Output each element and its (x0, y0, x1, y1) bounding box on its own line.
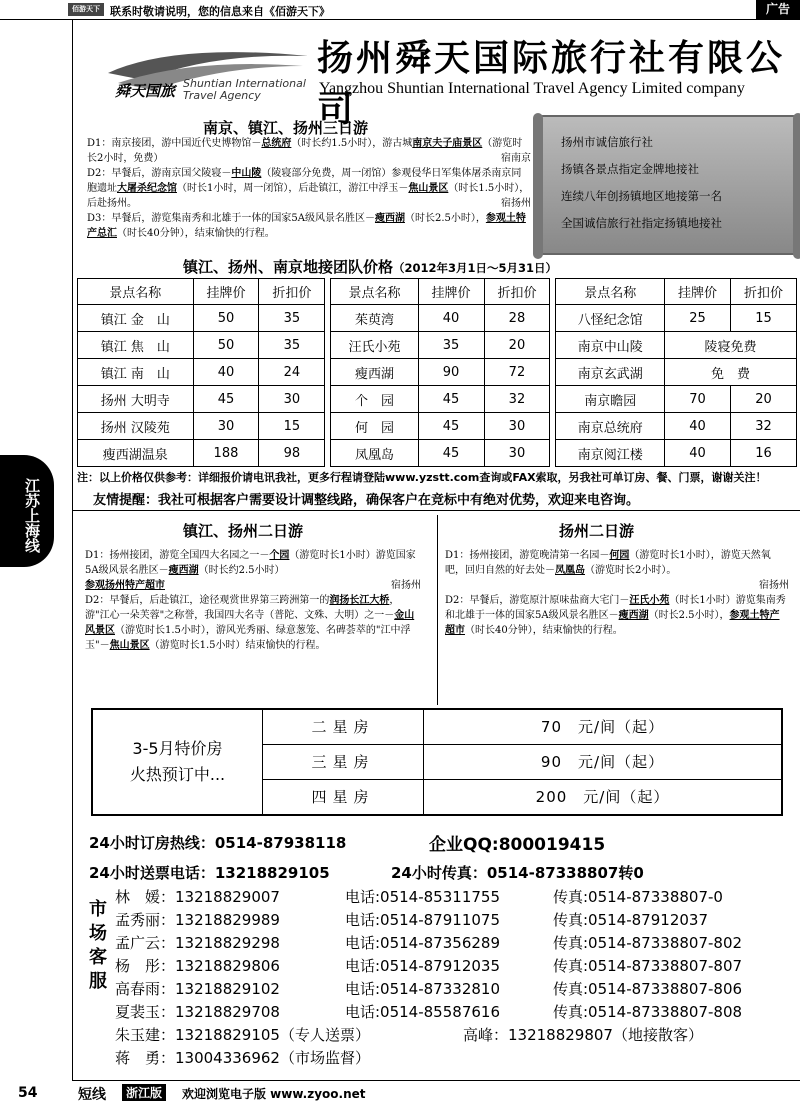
booking-hotline: 24小时订房热线：0514-87938118 (89, 834, 347, 852)
credential-item: 全国诚信旅行社指定扬镇地接社 (561, 216, 722, 230)
table-cell: 25 (665, 305, 731, 332)
staff-row (115, 1024, 795, 1046)
table-cell: 35 (259, 332, 325, 359)
price-header-row (78, 279, 797, 305)
staff-tel: 电话:0514-87332810 (345, 980, 500, 998)
table-cell: 188 (193, 440, 259, 467)
price-row (78, 332, 797, 359)
price-note: 注：以上价格仅供参考：详细报价请电讯我社，更多行程请登陆www.yzstt.com查询或FAX索取，另我社可单订房、餐、门票，谢谢关注！ (77, 471, 767, 484)
credential-item: 连续八年创扬镇地区地接第一名 (561, 189, 722, 203)
tour2b-title: 扬州二日游 (559, 522, 635, 540)
table-cell: 30 (193, 413, 259, 440)
table-cell: 32 (484, 386, 550, 413)
publication-logo: 佰游天下 (68, 3, 104, 16)
brand-en: Shuntian International Travel Agency (183, 77, 306, 102)
table-cell: 70 (665, 386, 731, 413)
hotel-row: 四星房 200 元/间（起） (263, 780, 781, 815)
table-cell: 45 (418, 440, 484, 467)
table-cell: 镇江 金 山 (78, 305, 194, 332)
table-cell: 90 (418, 359, 484, 386)
staff-mobile: 高春雨：13218829102 (115, 980, 280, 998)
table-cell: 汪氏小苑 (331, 332, 418, 359)
price-row (78, 413, 797, 440)
notice-text: 联系时敬请说明，您的信息来自《佰游天下》 (110, 5, 330, 18)
divider (73, 510, 800, 511)
hotel-promo: 3-5月特价房 火热预订中... (93, 710, 263, 814)
ad-label: 广告 (756, 0, 800, 19)
table-cell: 个 园 (331, 386, 418, 413)
table-cell: 45 (418, 413, 484, 440)
column-header: 挂牌价 (665, 279, 731, 305)
column-header: 景点名称 (331, 279, 418, 305)
ticket-hotline: 24小时送票电话：13218829105 (89, 864, 330, 882)
table-cell: 98 (259, 440, 325, 467)
price-table (77, 278, 797, 467)
region-tab: 江苏上海线 (0, 455, 54, 567)
price-row (78, 386, 797, 413)
staff-row (115, 909, 795, 931)
tour2a-title: 镇江、扬州二日游 (183, 522, 304, 540)
table-cell: 扬州 大明寺 (78, 386, 194, 413)
staff-mobile: 孟广云：13218829298 (115, 934, 280, 952)
staff-mobile: 蒋 勇：13004336962（市场监督） (115, 1049, 370, 1067)
column-header: 折扣价 (731, 279, 797, 305)
staff-mobile: 朱玉建：13218829105（专人送票） (115, 1026, 370, 1044)
price-row (78, 440, 797, 467)
table-cell: 35 (259, 305, 325, 332)
company-name-en: Yangzhou Shuntian International Travel Agency Limited company (319, 80, 745, 97)
table-cell: 南京阅江楼 (556, 440, 665, 467)
table-cell: 茱萸湾 (331, 305, 418, 332)
tour3-title: 南京、镇江、扬州三日游 (203, 119, 369, 137)
staff-tel: 电话:0514-87911075 (345, 911, 500, 929)
fax-hotline: 24小时传真：0514-87338807转0 (391, 864, 644, 882)
table-cell: 南京中山陵 (556, 332, 665, 359)
staff-tel: 电话:0514-87912035 (345, 957, 500, 975)
table-cell: 72 (484, 359, 550, 386)
staff-fax: 传真:0514-87338807-807 (553, 957, 743, 975)
hotel-offer-box (91, 708, 783, 816)
table-cell: 20 (484, 332, 550, 359)
staff-mobile: 林 媛：13218829007 (115, 888, 280, 906)
table-cell: 24 (259, 359, 325, 386)
table-cell: 32 (731, 413, 797, 440)
table-cell: 南京总统府 (556, 413, 665, 440)
credential-item: 扬州市诚信旅行社 (561, 135, 653, 149)
staff-tel: 电话:0514-85587616 (345, 1003, 500, 1021)
table-cell: 陵寝免费 (665, 332, 797, 359)
table-cell: 扬州 汉陵苑 (78, 413, 194, 440)
table-cell: 40 (665, 413, 731, 440)
tour3-itinerary: D1：南京接团，游中国近代史博物馆－总统府（时长约1.5小时），游古城南京夫子庙景区（游览时长2小时，免费） 宿南京 D2：早餐后，游南京国父陵寝－中山陵（陵寝部分免费，周一闭馆）参观侵华日军集体屠杀南京同胞遗址大屠杀纪念馆（时长1小时，周一闭馆），后赴镇江，游江中浮玉－焦山景区（时长1.5小时），后赴扬州。 宿扬州 D3：早餐后，游览集南秀和北雄于一体的国家5A级风景名胜区－瘦西湖（时长2.5小时），参观土特产总汇（时长40分钟），结束愉快的行程。 (87, 138, 531, 239)
table-cell: 20 (731, 386, 797, 413)
staff-row (115, 955, 795, 977)
table-cell: 何 园 (331, 413, 418, 440)
staff-row (115, 886, 795, 908)
staff-fax: 传真:0514-87338807-806 (553, 980, 743, 998)
table-cell: 15 (731, 305, 797, 332)
footer (18, 1080, 800, 1103)
table-cell: 免 费 (665, 359, 797, 386)
staff-mobile: 孟秀丽：13218829989 (115, 911, 280, 929)
table-cell: 镇江 南 山 (78, 359, 194, 386)
price-row (78, 305, 797, 332)
company-name-cn: 扬州舜天国际旅行社有限公司 (317, 37, 786, 130)
table-cell: 南京玄武湖 (556, 359, 665, 386)
table-cell: 30 (259, 386, 325, 413)
top-bar (0, 0, 800, 20)
table-cell: 八怪纪念馆 (556, 305, 665, 332)
credentials-scroll (537, 115, 799, 255)
staff-tel: 电话:0514-87356289 (345, 934, 500, 952)
column-header: 挂牌价 (193, 279, 259, 305)
staff-row (115, 1047, 795, 1069)
hotel-row: 二星房 70 元/间（起） (263, 710, 781, 745)
service-label: 市场客服 (89, 899, 107, 992)
table-cell: 凤凰岛 (331, 440, 418, 467)
table-cell: 30 (484, 413, 550, 440)
table-cell: 45 (418, 386, 484, 413)
staff-fax: 传真:0514-87338807-0 (553, 888, 723, 906)
brand-cn: 舜天国旅 (115, 82, 176, 100)
table-cell: 南京瞻园 (556, 386, 665, 413)
table-cell: 15 (259, 413, 325, 440)
table-cell: 50 (193, 332, 259, 359)
credential-item: 扬镇各景点指定金牌地接社 (561, 162, 699, 176)
page-number: 54 (18, 1085, 38, 1101)
company-qq: 企业QQ:800019415 (429, 835, 606, 855)
footer-text: 欢迎浏览电子版 www.zyoo.net (182, 1087, 366, 1101)
staff-tel: 高峰：13218829807（地接散客） (463, 1026, 703, 1044)
table-cell: 40 (193, 359, 259, 386)
footer-line: 短线 (78, 1087, 106, 1103)
column-divider (437, 515, 438, 705)
tour2a-itinerary: D1：扬州接团，游览全国四大名园之一－个园（游览时长1小时）游览国家5A级风景名胜区－瘦西湖（时长约2.5小时） 参观扬州特产超市 宿扬州 D2：早餐后，后赴镇江，途径观赏世界第三跨洲第一的润扬长江大桥，游"江心一朵芙蓉"之称誉，我国四大名寺（普陀、文殊、大明）之一－金山风景区（游览时长1.5小时），游风光秀丽、绿意葱笼、名碑荟萃的"江中浮玉"－焦山景区（游览时长1.5小时）结束愉快的行程。 (85, 550, 421, 651)
price-row (78, 359, 797, 386)
column-header: 折扣价 (484, 279, 550, 305)
table-cell: 50 (193, 305, 259, 332)
column-header: 折扣价 (259, 279, 325, 305)
table-cell: 35 (418, 332, 484, 359)
staff-row (115, 932, 795, 954)
staff-mobile: 杨 彤：13218829806 (115, 957, 280, 975)
column-header: 景点名称 (556, 279, 665, 305)
table-cell: 瘦西湖 (331, 359, 418, 386)
staff-row (115, 1001, 795, 1023)
friendly-tip: 友情提醒：我社可根据客户需要设计调整线路，确保客户在竞标中有绝对优势，欢迎来电咨询。 (93, 493, 640, 508)
staff-fax: 传真:0514-87338807-802 (553, 934, 743, 952)
table-cell: 28 (484, 305, 550, 332)
table-cell: 30 (484, 440, 550, 467)
table-cell: 45 (193, 386, 259, 413)
column-header: 景点名称 (78, 279, 194, 305)
staff-fax: 传真:0514-87338807-808 (553, 1003, 743, 1021)
table-cell: 16 (731, 440, 797, 467)
table-cell: 40 (418, 305, 484, 332)
staff-fax: 传真:0514-87912037 (553, 911, 708, 929)
price-title: 镇江、扬州、南京地接团队价格（2012年3月1日～5月31日） (183, 258, 558, 276)
hotel-row: 三星房 90 元/间（起） (263, 745, 781, 780)
table-cell: 瘦西湖温泉 (78, 440, 194, 467)
table-cell: 40 (665, 440, 731, 467)
staff-row (115, 978, 795, 1000)
staff-tel: 电话:0514-85311755 (345, 888, 500, 906)
advert-page (72, 20, 800, 1080)
table-cell: 镇江 焦 山 (78, 332, 194, 359)
column-header: 挂牌价 (418, 279, 484, 305)
footer-edition: 浙江版 (122, 1084, 166, 1101)
tour2b-itinerary: D1：扬州接团，游览晚清第一名园－何园（游览时长1小时），游览天然氧吧，回归自然的好去处－凤凰岛（游览时长2小时）。 宿扬州 D2：早餐后，游览原汁原味盐商大宅门－汪氏小苑（时长1小时）游览集南秀和北雄于一体的国家5A级风景名胜区－瘦西湖（时长2.5小时），参观土特产超市（时长40分钟），结束愉快的行程。 (445, 550, 789, 636)
company-header (73, 28, 800, 128)
staff-mobile: 夏裴玉：13218829708 (115, 1003, 280, 1021)
